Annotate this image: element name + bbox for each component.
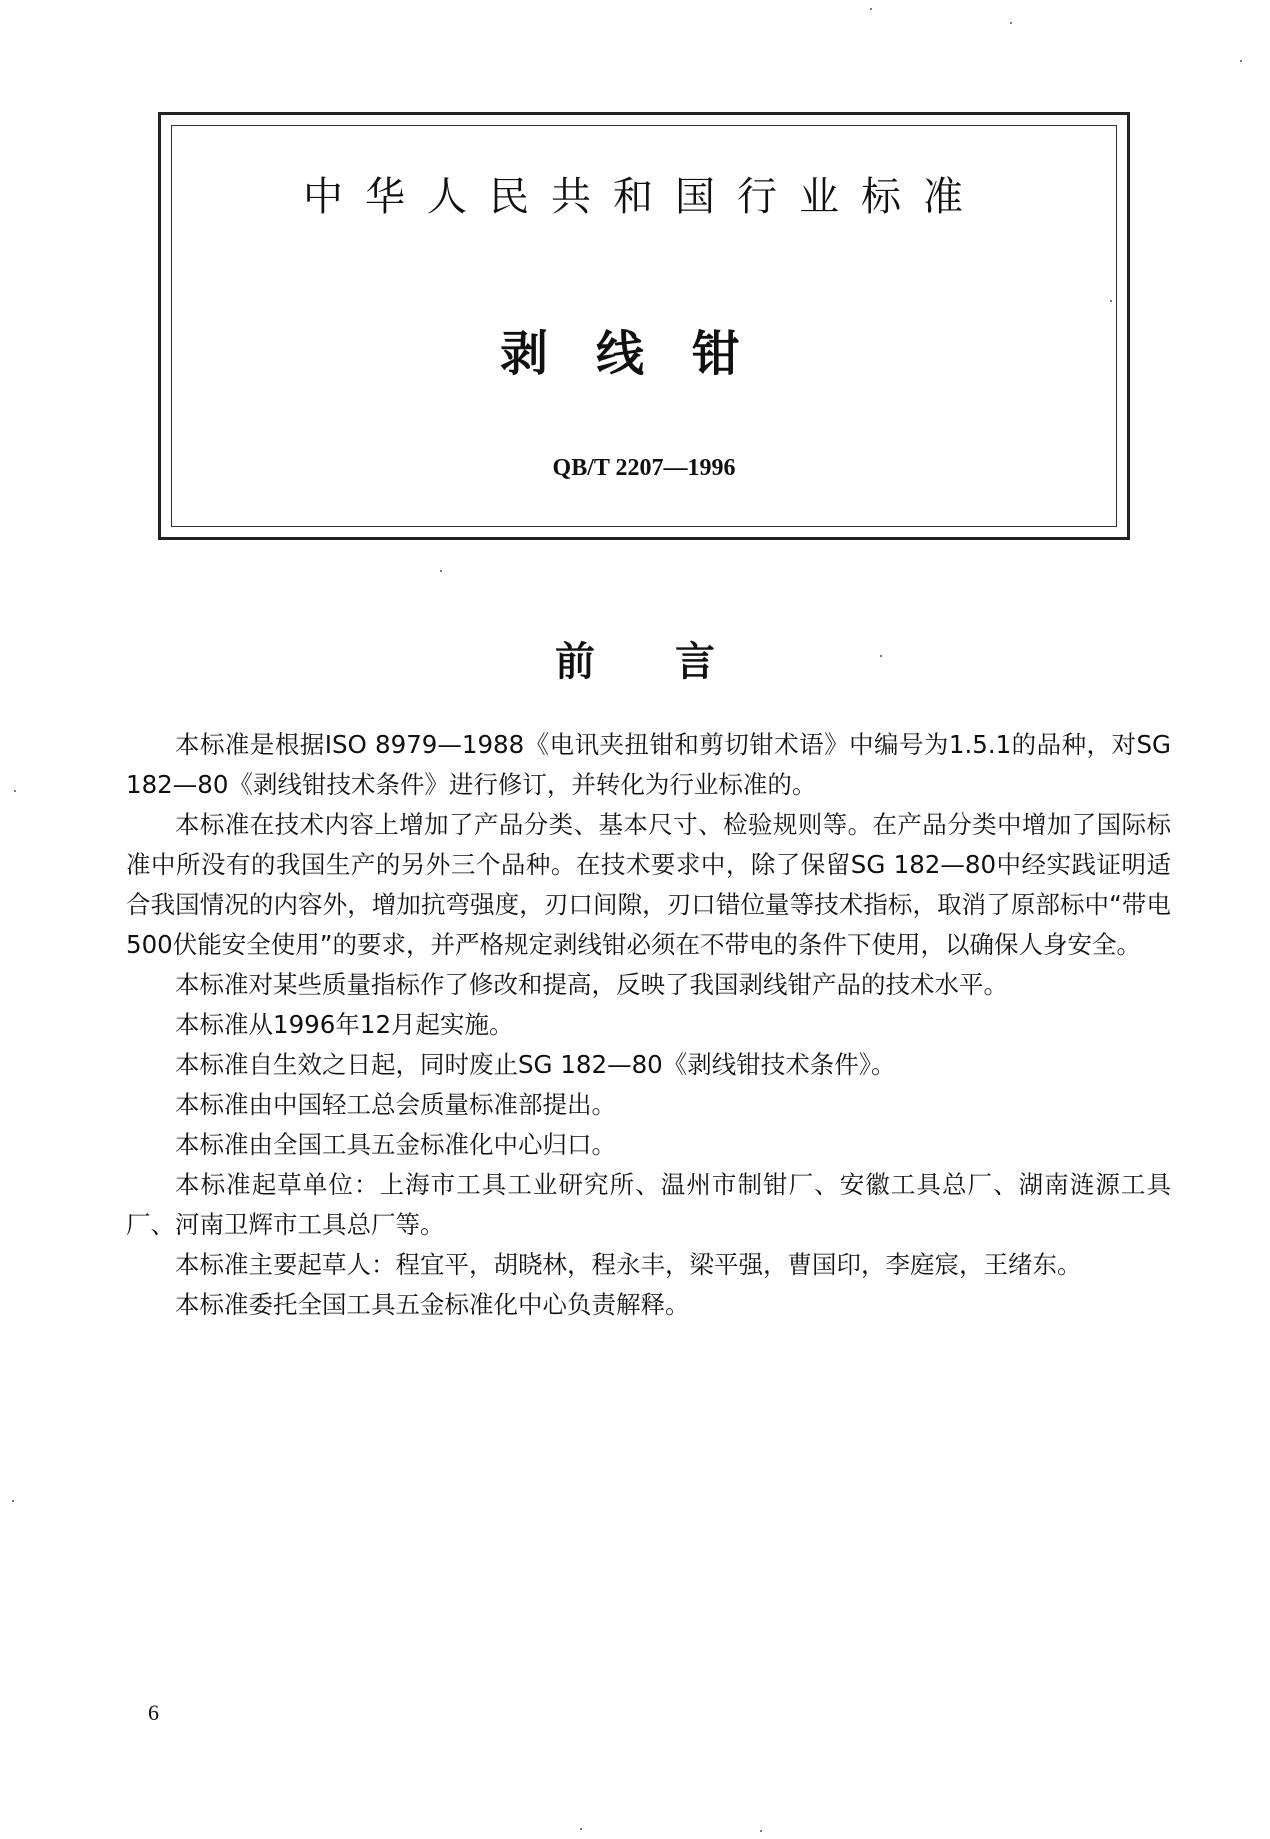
preface-body — [126, 725, 1171, 1325]
preface-paragraph: 本标准主要起草人：程宜平，胡晓林，程永丰，梁平强，曹国印，李庭宸，王绪东。 — [175, 1250, 1082, 1279]
standard-code: QB/T 2207—1996 — [552, 455, 736, 481]
preface-paragraph: 本标准是根据ISO 8979—1988《电讯夹扭钳和剪切钳术语》中编号为1.5.1的品种，对SG 182—80《剥线钳技术条件》进行修订，并转化为行业标准的。 — [126, 730, 1171, 799]
preface-paragraph: 本标准由中国轻工总会质量标准部提出。 — [175, 1090, 616, 1119]
page-number: 6 — [148, 1700, 159, 1725]
scan-speck — [14, 790, 16, 792]
scan-speck — [440, 570, 442, 572]
preface-paragraph: 本标准对某些质量指标作了修改和提高，反映了我国剥线钳产品的技术水平。 — [175, 970, 1008, 999]
preface-heading: 前言 — [555, 639, 795, 685]
preface-paragraph: 本标准从1996年12月起实施。 — [175, 1010, 514, 1039]
scan-speck — [580, 1828, 582, 1830]
scan-speck — [880, 655, 882, 657]
scan-speck — [1010, 22, 1012, 24]
preface-paragraph: 本标准由全国工具五金标准化中心归口。 — [175, 1130, 616, 1159]
scan-speck — [760, 1830, 762, 1832]
preface-paragraph: 本标准委托全国工具五金标准化中心负责解释。 — [175, 1290, 690, 1319]
preface-paragraph: 本标准在技术内容上增加了产品分类、基本尺寸、检验规则等。在产品分类中增加了国际标准中所没有的我国生产的另外三个品种。在技术要求中，除了保留SG 182—80中经实践证明适合我国情况的内容外，增加抗弯强度，刃口间隙，刃口错位量等技术指标，取消了原部标中“带电500伏能安全使用”的要求，并严格规定剥线钳必须在不带电的条件下使用，以确保人身安全。 — [126, 810, 1171, 959]
preface-paragraph: 本标准起草单位：上海市工具工业研究所、温州市制钳厂、安徽工具总厂、湖南涟源工具厂、河南卫辉市工具总厂等。 — [126, 1170, 1171, 1239]
scan-speck — [870, 8, 872, 10]
standard-header-box — [158, 112, 1130, 540]
scan-speck — [12, 1500, 14, 1502]
scan-speck — [1240, 60, 1242, 62]
standard-title: 中华人民共和国行业标准 — [303, 174, 985, 220]
preface-paragraph: 本标准自生效之日起，同时废止SG 182—80《剥线钳技术条件》。 — [175, 1050, 896, 1079]
document-title: 剥线钳 — [499, 326, 788, 382]
scan-speck — [1110, 300, 1112, 302]
